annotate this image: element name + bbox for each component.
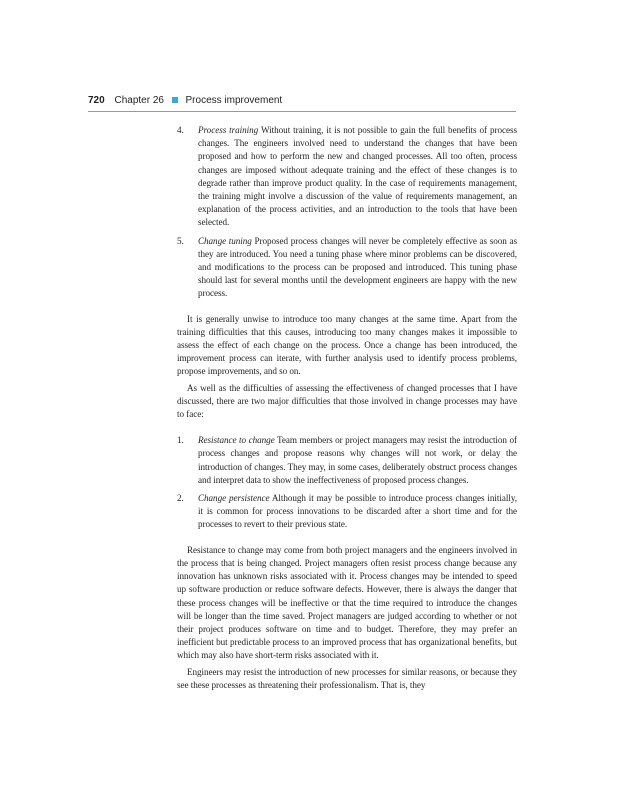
list-number: 2. — [177, 493, 184, 504]
list-term: Change tuning — [198, 235, 252, 246]
list-number: 5. — [177, 235, 184, 246]
list-term: Change persistence — [198, 493, 270, 504]
chapter-label: Chapter 26 — [114, 95, 164, 106]
list-number: 4. — [177, 125, 184, 135]
section-title: Process improvement — [185, 95, 283, 106]
running-header — [88, 95, 516, 112]
list-item-process-training — [177, 124, 517, 230]
list-text: Although it may be possible to introduce process changes initially, it is common for process innovations to be discarded after a short time and for the processes to revert to their previous state. — [198, 493, 517, 530]
paragraph: As well as the difficulties of assessing the effectiveness of changed processes that I have discussed, there are two major difficulties that those involved in change processes may have to face: — [177, 382, 517, 420]
list-text: Without training, it is not possible to gain the full benefits of process changes. The engineers involved need to understand the changes that have been proposed and how to perform the new and changed processes. All too often, process changes are imposed without adequate training and the effect of these changes is to degrade rather than improve product quality. In the case of requirements management, the training might involve a discussion of the value of requirements management, an explanation of the process activities, and an introduction to the tools that have been selected. — [198, 125, 517, 228]
numbered-list-1 — [177, 124, 517, 301]
body-text — [177, 124, 517, 692]
list-item-change-tuning — [177, 235, 517, 301]
paragraph: Engineers may resist the introduction of new processes for similar reasons, or because they see these processes as threatening their professionalism. That is, they — [177, 666, 517, 690]
list-text: Team members or project managers may resist the introduction of process changes and propose reasons why changes will not work, or delay the introduction of changes. They may, in some cases, deliberately obstruct process changes and interpret data to show the ineffectiveness of proposed process changes. — [198, 435, 517, 485]
numbered-list-2 — [177, 434, 517, 531]
list-term: Process training — [198, 125, 259, 135]
list-term: Resistance to change — [198, 435, 275, 446]
header-square-icon — [172, 97, 178, 103]
list-item-change-persistence — [177, 492, 517, 532]
page-number: 720 — [88, 95, 105, 106]
list-number: 1. — [177, 435, 184, 446]
paragraph: Resistance to change may come from both project managers and the engineers involved in the process that is being changed. Project managers often resist process change because any innovation has unknown risks associated with it. Process changes may be intended to speed up software production or reduce software defects. However, there is always the danger that these process changes will be ineffective or that the time required to introduce the changes will be longer than the time saved. Project managers are judged according to whether or not their project produces software on time and to budget. Therefore, they may prefer an inefficient but predictable process to an improved process that has organizational benefits, but which may also have short-term risks associated with it. — [177, 544, 517, 661]
list-item-resistance-to-change — [177, 434, 517, 487]
paragraph: It is generally unwise to introduce too many changes at the same time. Apart from the training difficulties that this causes, introducing too many changes makes it impossible to assess the effect of each change on the process. Once a change has been introduced, the improvement process can iterate, with further analysis used to identify process problems, propose improvements, and so on. — [177, 313, 517, 377]
list-text: Proposed process changes will never be completely effective as soon as they are introduced. You need a tuning phase where minor problems can be discovered, and modifications to the process can be proposed and introduced. This tuning phase should last for several months until the development engineers are happy with the new process. — [198, 235, 517, 299]
